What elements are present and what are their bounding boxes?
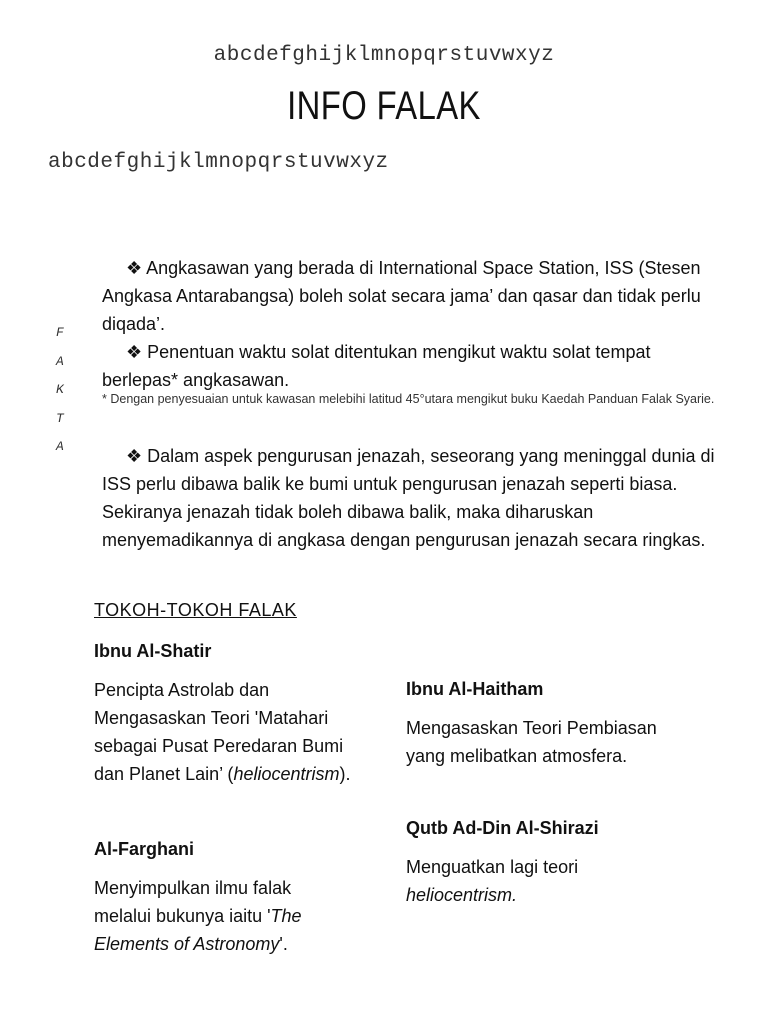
desc-text: Menyimpulkan ilmu falak melalui bukunya iaitu '	[94, 878, 292, 926]
desc-text: ).	[339, 764, 351, 784]
side-letter: F	[56, 325, 64, 340]
desc-text: '.	[279, 934, 288, 954]
fact-text: Dalam aspek pengurusan jenazah, seseorang yang meninggal dunia di ISS perlu dibawa balik ke bumi untuk pengurusan jenazah seperti biasa. Sekiranya jenazah tidak boleh dibawa balik, maka diharuskan menyemadikannya di angkasa dengan pengurusan jenazah secara ringkas.	[102, 446, 715, 550]
figure-farghani	[94, 839, 344, 958]
figure-shatir	[94, 641, 374, 788]
side-label-fakta	[56, 325, 70, 468]
figure-name: Ibnu Al-Shatir	[94, 641, 212, 661]
page-title: INFO FALAK	[287, 84, 481, 128]
desc-italic: heliocentrism.	[406, 885, 518, 905]
figure-desc: Mengasaskan Teori Pembiasan yang melibatkan atmosfera.	[406, 718, 657, 766]
fact-3	[102, 442, 722, 554]
desc-italic: heliocentrism	[233, 764, 340, 784]
figure-desc	[406, 853, 686, 909]
fact-text: Penentuan waktu solat ditentukan mengikut waktu solat tempat berlepas* angkasawan.	[102, 342, 651, 390]
desc-italic: The Elements of Astronomy	[94, 906, 302, 954]
fact-text: Angkasawan yang berada di International Space Station, ISS (Stesen Angkasa Antarabangsa) boleh solat secara jama’ dan qasar dan tidak perlu diqada’.	[102, 258, 701, 334]
fact-1	[102, 254, 722, 338]
side-letter: A	[56, 353, 64, 369]
side-letter: A	[56, 439, 64, 454]
figure-haitham	[406, 679, 686, 770]
alphabet-second: abcdefghijklmnopqrstuvwxyz	[48, 151, 389, 174]
figure-name: Qutb Ad-Din Al-Shirazi	[406, 818, 599, 838]
figure-name: Ibnu Al-Haitham	[406, 679, 544, 699]
side-letter: T	[56, 410, 64, 426]
fact-2	[102, 338, 722, 394]
bullet-icon: ❖	[126, 342, 143, 362]
footnote: * Dengan penyesuaian untuk kawasan melebihi latitud 45°utara mengikut buku Kaedah Panduan Falak Syarie.	[102, 392, 715, 406]
desc-text: Pencipta Astrolab dan Mengasaskan Teori 'Matahari sebagai Pusat Peredaran Bumi dan Planet Lain’ (	[94, 680, 344, 784]
alphabet-top: abcdefghijklmnopqrstuvwxyz	[213, 44, 555, 67]
figure-desc	[94, 676, 374, 788]
figure-shirazi	[406, 818, 686, 909]
figure-desc	[94, 874, 344, 958]
bullet-icon: ❖	[126, 446, 143, 466]
side-letter: K	[56, 382, 64, 397]
bullet-icon: ❖	[126, 258, 143, 278]
desc-text: Menguatkan lagi teori	[406, 857, 579, 877]
figure-name: Al-Farghani	[94, 839, 195, 859]
section-heading: TOKOH-TOKOH FALAK	[94, 600, 297, 620]
